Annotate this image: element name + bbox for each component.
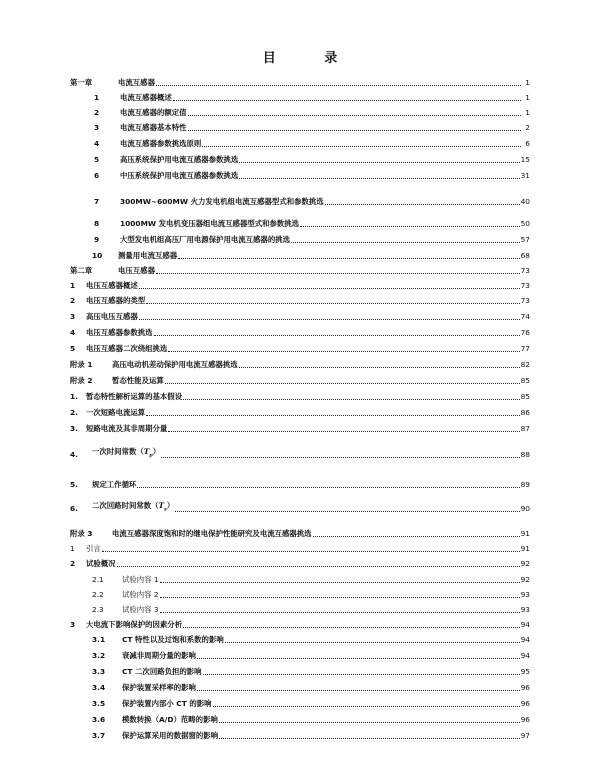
- dot-leader: [137, 487, 519, 488]
- toc-entry[interactable]: [70, 478, 530, 490]
- toc-entry[interactable]: [70, 233, 530, 245]
- toc-entry-page: 95: [520, 667, 530, 676]
- toc-entry-title: 电压互感器二次绕组挑选: [86, 344, 168, 353]
- toc-entry-page: 77: [520, 344, 530, 353]
- dot-leader: [146, 415, 519, 416]
- toc-entry-title-text: 一次时间常数（: [92, 446, 144, 456]
- toc-entry[interactable]: [70, 264, 530, 276]
- toc-entry-title: 高压电压互感器: [86, 312, 138, 321]
- dot-leader: [183, 627, 520, 628]
- toc-entry-number: 2: [94, 108, 100, 117]
- toc-entry[interactable]: [70, 169, 530, 181]
- dot-leader: [161, 457, 519, 458]
- toc-entry-title: 短路电流及其非周期分量: [86, 424, 168, 433]
- toc-entry[interactable]: [70, 573, 530, 585]
- toc-entry[interactable]: [70, 217, 530, 229]
- toc-entry-page: 87: [520, 424, 530, 433]
- toc-entry-title-text: 二次回路时间常数（: [92, 500, 159, 510]
- dot-leader: [325, 204, 520, 205]
- dot-leader: [188, 130, 521, 131]
- toc-entry-number: 1: [94, 93, 100, 102]
- dot-leader: [313, 536, 520, 537]
- toc-entry[interactable]: [70, 557, 530, 569]
- toc-entry-page: 89: [520, 480, 530, 489]
- toc-entry-page: 73: [520, 281, 530, 290]
- toc-entry-title: 保护运算采用的数据窗的影响: [122, 731, 219, 740]
- symbol-subscript: s: [164, 506, 167, 512]
- toc-entry-title: 衰减非周期分量的影响: [122, 651, 196, 660]
- toc-entry-page: 96: [520, 715, 530, 724]
- toc-entry-title: 保护装置内部小 CT 的影响: [122, 699, 212, 708]
- toc-entry[interactable]: [70, 195, 530, 207]
- toc-entry-title: 试验内容 2: [122, 590, 159, 599]
- dot-leader: [291, 242, 520, 243]
- toc-entry-title: 保护装置采样率的影响: [122, 683, 196, 692]
- toc-entry-title: 一次短路电流运算: [86, 408, 146, 417]
- toc-entry[interactable]: [70, 422, 530, 434]
- toc-entry-page: 93: [520, 605, 530, 614]
- dot-leader: [219, 738, 520, 739]
- toc-entry[interactable]: [70, 310, 530, 322]
- toc-entry-number: 1: [70, 544, 75, 553]
- toc-entry-number: 1: [70, 281, 76, 290]
- toc-entry-number: 附录 1: [70, 360, 93, 369]
- toc-entry-number: 6.: [70, 504, 78, 513]
- toc-entry-number: 第二章: [70, 266, 93, 275]
- toc-entry[interactable]: [70, 326, 530, 338]
- toc-entry-title: [92, 501, 174, 514]
- toc-entry-title: 电压互感器的类型: [86, 296, 146, 305]
- toc-entry-number: 8: [94, 219, 100, 228]
- toc-entry-page: 1: [525, 108, 530, 117]
- dot-leader: [239, 162, 519, 163]
- toc-entry-title: 中压系统保护用电流互感器参数挑选: [120, 171, 239, 180]
- toc-entry[interactable]: [70, 76, 530, 88]
- toc-entry-number: 3.2: [92, 651, 106, 660]
- toc-entry-page: 86: [520, 408, 530, 417]
- toc-entry-page: 57: [520, 235, 530, 244]
- toc-entry[interactable]: [70, 681, 530, 693]
- toc-entry-title: 规定工作循环: [92, 480, 137, 489]
- toc-entry-title: [92, 447, 160, 460]
- toc-entry-title-tail: ）: [166, 500, 175, 510]
- dot-leader: [197, 658, 520, 659]
- dot-leader: [239, 178, 519, 179]
- toc-entry-number: 9: [94, 235, 100, 244]
- dot-leader: [202, 146, 521, 147]
- symbol-t: T: [143, 446, 150, 456]
- toc-entry-page: 85: [520, 392, 530, 401]
- toc-entry-number: 3: [94, 123, 100, 132]
- toc-entry-page: 82: [520, 360, 530, 369]
- dot-leader: [213, 706, 520, 707]
- toc-entry-title: 电流互感器参数挑选原则: [120, 139, 202, 148]
- toc-entry-number: 2.2: [92, 590, 104, 599]
- toc-entry-page: 96: [520, 683, 530, 692]
- toc-entry-title: 电流互感器: [118, 78, 155, 87]
- toc-entry-page: 40: [520, 197, 530, 206]
- toc-entry[interactable]: [70, 633, 530, 645]
- toc-entry[interactable]: [70, 121, 530, 133]
- dot-leader: [219, 722, 520, 723]
- toc-entry-page: 6: [525, 139, 530, 148]
- toc-entry-title: 1000MW 发电机变压器组电流互感器型式和参数挑选: [120, 219, 300, 228]
- toc-entry-number: 3.5: [92, 699, 106, 708]
- toc-entry-number: 1.: [70, 392, 78, 401]
- toc-entry-page: 90: [520, 504, 530, 513]
- dot-leader: [175, 511, 519, 512]
- toc-entry[interactable]: [70, 713, 530, 725]
- toc-entry-number: 3.4: [92, 683, 106, 692]
- dot-leader: [160, 582, 520, 583]
- toc-entry-number: 2.1: [92, 575, 104, 584]
- dot-leader: [239, 367, 520, 368]
- dot-leader: [160, 597, 520, 598]
- toc-entry[interactable]: [70, 91, 530, 103]
- toc-entry-number: 5: [70, 344, 76, 353]
- toc-entry-title: 试验概况: [86, 559, 116, 568]
- dot-leader: [178, 258, 519, 259]
- toc-entry-title: 电流互感器的额定值: [120, 108, 187, 117]
- dot-leader: [165, 383, 520, 384]
- symbol-t: T: [158, 500, 165, 510]
- toc-entry-number: 3: [70, 312, 76, 321]
- toc-entry-number: 5.: [70, 480, 78, 489]
- toc-entry-number: 2.: [70, 408, 78, 417]
- toc-entry-number: 10: [92, 251, 103, 260]
- toc-entry-number: 3.1: [92, 635, 106, 644]
- toc-entry-number: 7: [94, 197, 100, 206]
- toc-entry-page: 2: [525, 123, 530, 132]
- toc-entry-title: 大电流下影响保护的因素分析: [86, 620, 183, 629]
- dot-leader: [117, 566, 520, 567]
- toc-entry-page: 31: [520, 171, 530, 180]
- toc-entry-number: 附录 3: [70, 529, 93, 538]
- toc-entry-title: 电流互感器深度饱和时的继电保护性能研究及电流互感器挑选: [112, 529, 312, 538]
- dot-leader: [156, 85, 521, 86]
- dot-leader: [183, 399, 520, 400]
- toc-entry[interactable]: [70, 137, 530, 149]
- toc-entry-title: 暂态性能及运算: [112, 376, 164, 385]
- toc-entry[interactable]: [70, 294, 530, 306]
- toc-entry-number: 4: [94, 139, 100, 148]
- dot-leader: [173, 100, 521, 101]
- toc-entry-title: 电压互感器: [118, 266, 155, 275]
- toc-entry-page: 76: [520, 328, 530, 337]
- toc-entry-number: 4.: [70, 450, 78, 459]
- toc-entry-title: 引言: [86, 544, 101, 553]
- toc-entry[interactable]: [70, 665, 530, 677]
- toc-entry[interactable]: [70, 697, 530, 709]
- toc-entry-number: 6: [94, 171, 100, 180]
- toc-entry-number: 3: [70, 620, 76, 629]
- toc-entry[interactable]: [70, 603, 530, 615]
- symbol-subscript: p: [149, 452, 153, 458]
- toc-entry[interactable]: [70, 358, 530, 370]
- toc-entry[interactable]: [70, 153, 530, 165]
- toc-entry-title: 电流互感器概述: [120, 93, 172, 102]
- toc-entry-page: 50: [520, 219, 530, 228]
- toc-entry-title: CT 二次回路负担的影响: [122, 667, 202, 676]
- toc-entry-title: CT 特性以及过饱和系数的影响: [122, 635, 224, 644]
- dot-leader: [168, 351, 519, 352]
- dot-leader: [139, 288, 520, 289]
- toc-entry-title: 模数转换（A/D）范畴的影响: [122, 715, 218, 724]
- dot-leader: [146, 303, 519, 304]
- dot-leader: [139, 319, 520, 320]
- toc-entry-title: 电压互感器参数挑选: [86, 328, 153, 337]
- toc-entry-number: 3.6: [92, 715, 106, 724]
- toc-entry-title: 电流互感器基本特性: [120, 123, 187, 132]
- toc-entry-title: 高压系统保护用电流互感器参数挑选: [120, 155, 239, 164]
- toc-entry-number: 3.7: [92, 731, 106, 740]
- toc-entry-title: 试验内容 3: [122, 605, 159, 614]
- dot-leader: [300, 226, 520, 227]
- toc-entry-number: 2.3: [92, 605, 104, 614]
- page-title: 目 录: [262, 51, 360, 66]
- dot-leader: [168, 431, 519, 432]
- toc-entry-page: 97: [520, 731, 530, 740]
- toc-entry[interactable]: [70, 502, 530, 514]
- toc-entry[interactable]: [70, 279, 530, 291]
- toc-entry[interactable]: [70, 106, 530, 118]
- toc-entry-title: 高压电动机差动保护用电流互感器挑选: [112, 360, 238, 369]
- toc-entry-number: 附录 2: [70, 376, 93, 385]
- toc-entry-page: 91: [520, 544, 530, 553]
- dot-leader: [188, 115, 521, 116]
- dot-leader: [197, 690, 520, 691]
- toc-entry-page: 73: [520, 266, 530, 275]
- toc-entry-title-tail: ）: [152, 446, 161, 456]
- toc-entry-page: 92: [520, 559, 530, 568]
- toc-entry-page: 15: [520, 155, 530, 164]
- toc-entry[interactable]: [70, 342, 530, 354]
- toc-entry-title: 测量用电流互感器: [118, 251, 178, 260]
- toc-entry-number: 4: [70, 328, 76, 337]
- toc-entry[interactable]: [70, 374, 530, 386]
- toc-entry[interactable]: [70, 588, 530, 600]
- toc-entry-page: 85: [520, 376, 530, 385]
- toc-entry[interactable]: [70, 649, 530, 661]
- toc-entry-number: 3.3: [92, 667, 106, 676]
- toc-entry-page: 94: [520, 651, 530, 660]
- toc-entry[interactable]: [70, 406, 530, 418]
- dot-leader: [154, 335, 520, 336]
- toc-entry-page: 1: [525, 93, 530, 102]
- toc-entry[interactable]: [70, 390, 530, 402]
- dot-leader: [203, 674, 520, 675]
- toc-entry[interactable]: [70, 542, 530, 554]
- dot-leader: [102, 551, 520, 552]
- toc-entry-page: 94: [520, 635, 530, 644]
- toc-entry-page: 91: [520, 529, 530, 538]
- toc-entry[interactable]: [70, 527, 530, 539]
- toc-entry-number: 5: [94, 155, 100, 164]
- toc-entry-number: 2: [70, 559, 76, 568]
- toc-entry[interactable]: [70, 448, 530, 460]
- toc-entry-number: 第一章: [70, 78, 93, 87]
- dot-leader: [156, 273, 520, 274]
- toc-entry-page: 88: [520, 450, 530, 459]
- toc-entry-number: 2: [70, 296, 76, 305]
- dot-leader: [160, 612, 520, 613]
- toc-entry[interactable]: [70, 618, 530, 630]
- toc-entry-number: 3.: [70, 424, 78, 433]
- toc-entry[interactable]: [70, 729, 530, 741]
- toc-entry-page: 73: [520, 296, 530, 305]
- toc-entry-page: 68: [520, 251, 530, 260]
- toc-entry-page: 93: [520, 590, 530, 599]
- toc-entry-page: 74: [520, 312, 530, 321]
- toc-entry-page: 92: [520, 575, 530, 584]
- toc-entry-title: 暂态特性解析运算的基本假设: [86, 392, 183, 401]
- toc-entry-title: 试验内容 1: [122, 575, 159, 584]
- toc-entry-title: 电压互感器概述: [86, 281, 138, 290]
- toc-entry-title: 大型发电机组高压厂用电源保护用电流互感器的挑选: [120, 235, 290, 244]
- dot-leader: [225, 642, 520, 643]
- toc-entry-title: 300MW~600MW 火力发电机组电流互感器型式和参数挑选: [120, 197, 324, 206]
- toc-entry-page: 94: [520, 620, 530, 629]
- toc-entry-page: 1: [525, 78, 530, 87]
- toc-entry-page: 96: [520, 699, 530, 708]
- toc-entry[interactable]: [70, 249, 530, 261]
